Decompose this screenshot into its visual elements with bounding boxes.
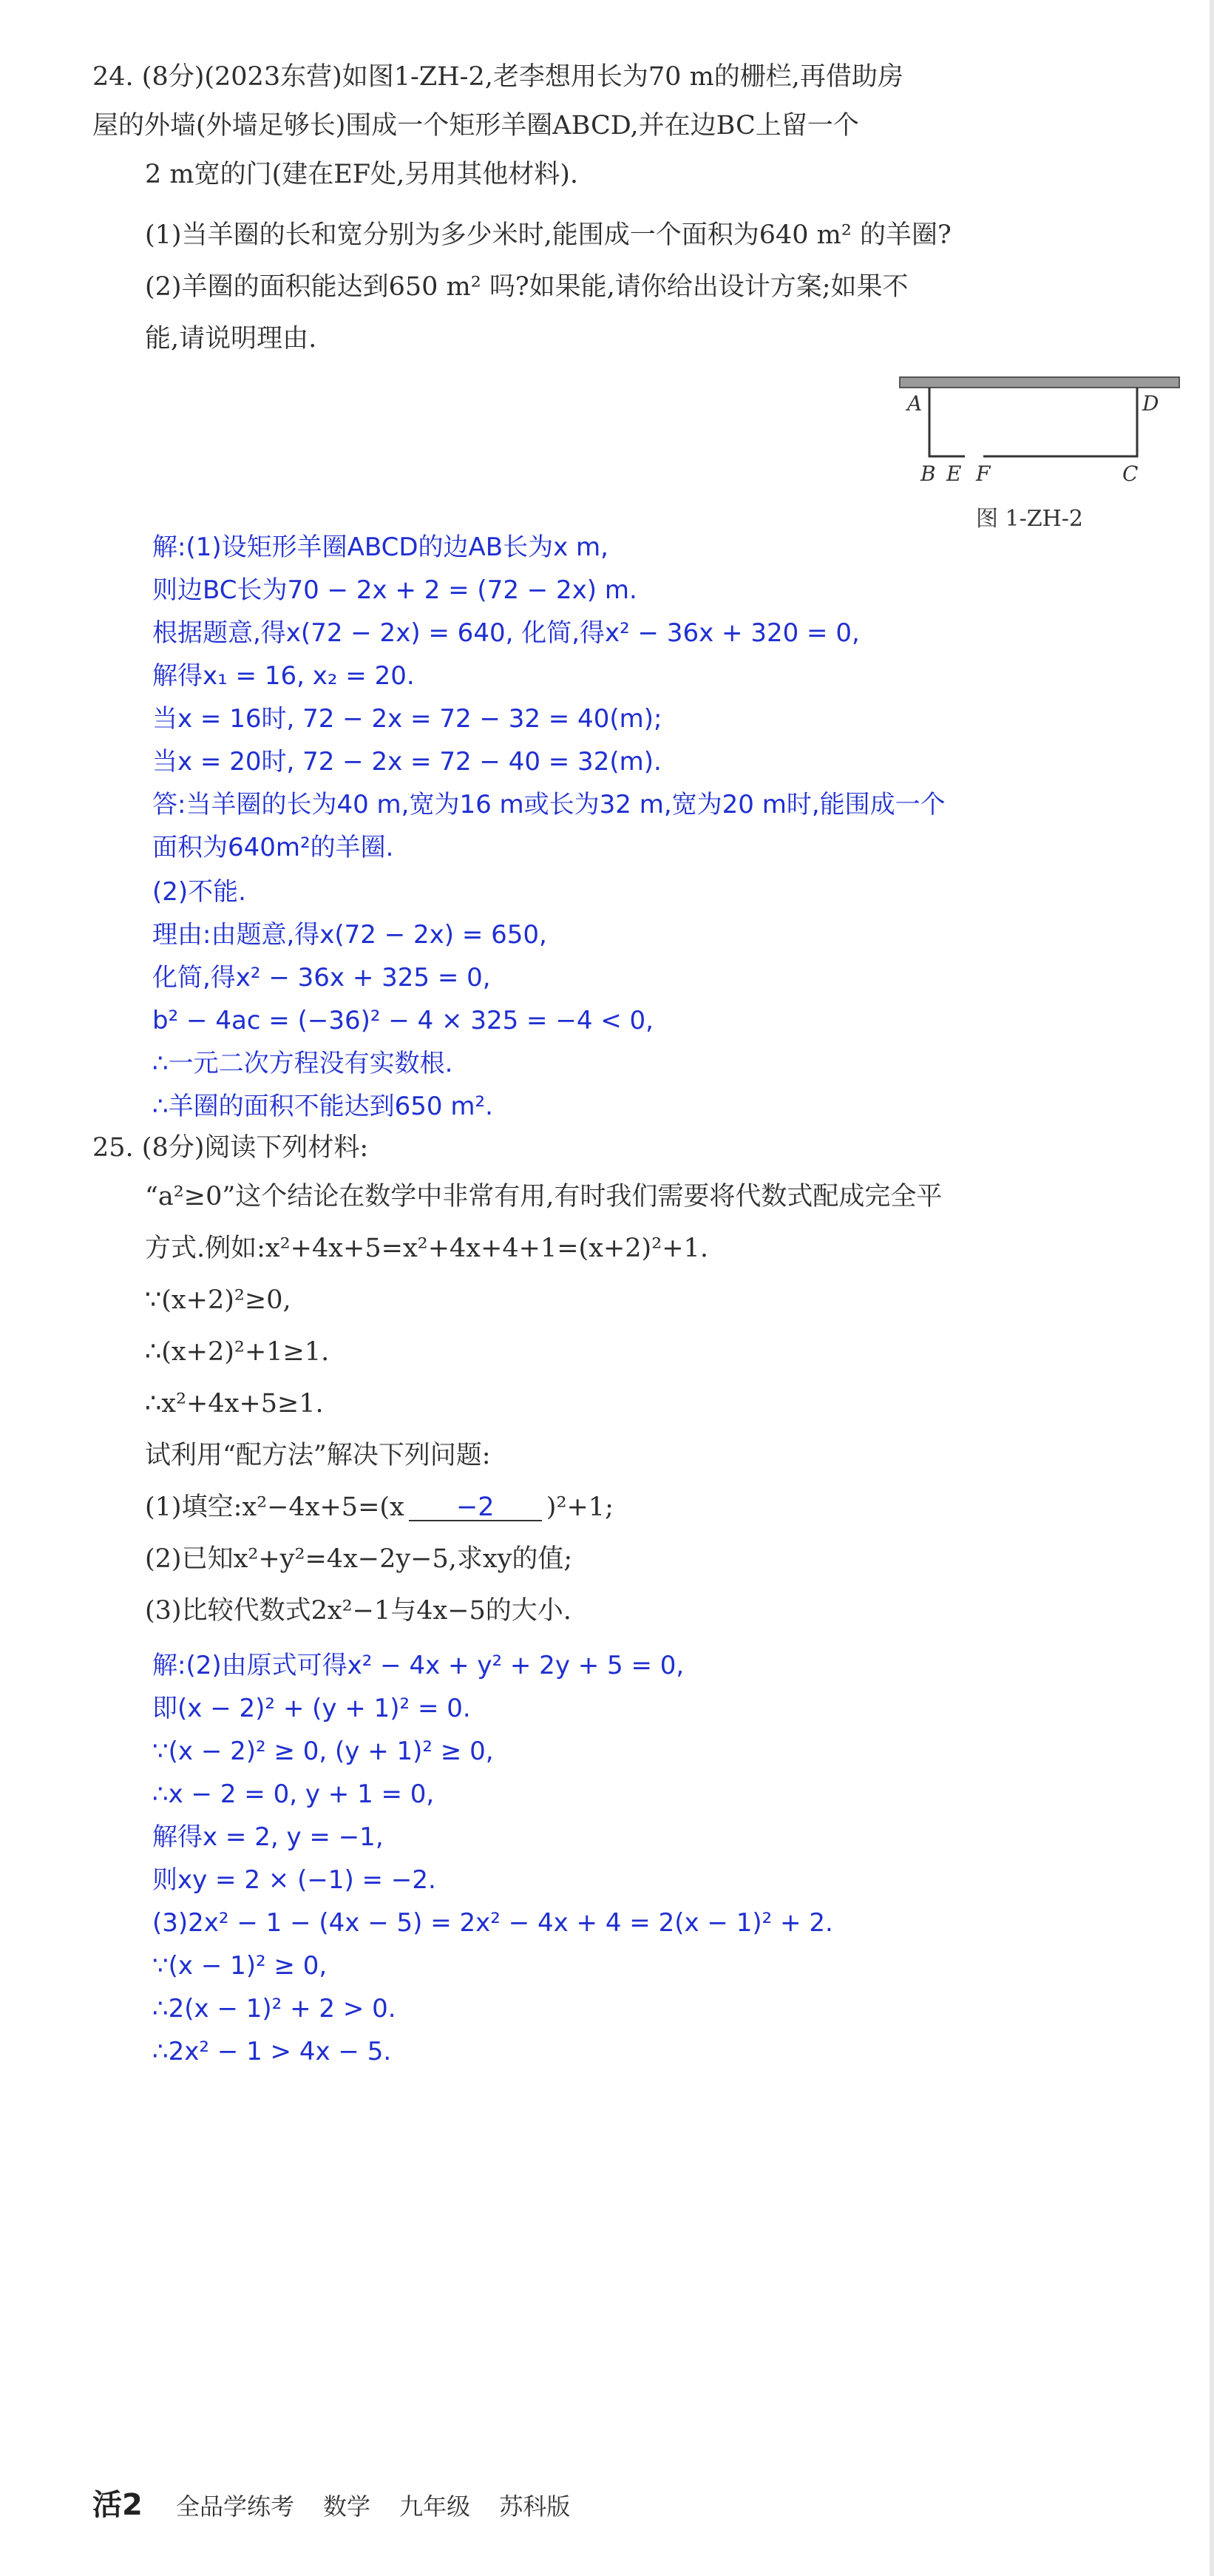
a24-line-4: 解得x₁ = 16, x₂ = 20. <box>152 661 415 691</box>
label-D: D <box>1142 391 1159 416</box>
footer-brand: 活2 <box>92 2488 143 2522</box>
a24-line-5: 当x = 16时, 72 − 2x = 72 − 32 = 40(m); <box>152 704 662 734</box>
a24-line-3: 根据题意,得x(72 − 2x) = 640, 化简,得x² − 36x + 320 = 0, <box>152 618 860 648</box>
figure-sheep-pen <box>891 373 1187 499</box>
q25-line-1: 25. (8分)阅读下列材料: <box>92 1133 369 1163</box>
a25-line-1: 解:(2)由原式可得x² − 4x + y² + 2y + 5 = 0, <box>152 1651 685 1680</box>
a24-line-1: 解:(1)设矩形羊圈ABCD的边AB长为x m, <box>152 533 608 562</box>
label-E: E <box>946 462 962 486</box>
q24-part-2-cont: 能,请说明理由. <box>145 324 317 354</box>
a25-line-3: ∵(x − 2)² ≥ 0, (y + 1)² ≥ 0, <box>152 1737 494 1766</box>
q25-part-3: (3)比较代数式2x²−1与4x−5的大小. <box>145 1596 572 1626</box>
q24-line-2: 屋的外墙(外墙足够长)围成一个矩形羊圈ABCD,并在边BC上留一个 <box>92 111 859 141</box>
q25-line-6: ∴x²+4x+5≥1. <box>145 1389 324 1419</box>
figure-caption: 图 1-ZH-2 <box>976 506 1083 532</box>
a24-line-9: (2)不能. <box>152 877 246 907</box>
a24-line-14: ∴羊圈的面积不能达到650 m². <box>152 1092 493 1121</box>
fence-right <box>983 388 1137 456</box>
q25-line-7: 试利用“配方法”解决下列问题: <box>145 1441 491 1470</box>
a24-line-11: 化简,得x² − 36x + 325 = 0, <box>152 963 491 993</box>
page-edge <box>1210 0 1214 2576</box>
a25-line-9: ∴2(x − 1)² + 2 > 0. <box>152 1994 396 2024</box>
footer-subject: 数学 <box>323 2492 371 2521</box>
label-A: A <box>907 391 923 416</box>
q24-line-3: 2 m宽的门(建在EF处,另用其他材料). <box>145 160 578 189</box>
a24-line-12: b² − 4ac = (−36)² − 4 × 325 = −4 < 0, <box>152 1006 654 1035</box>
a24-line-13: ∴一元二次方程没有实数根. <box>152 1049 453 1078</box>
q25-line-3: 方式.例如:x²+4x+5=x²+4x+4+1=(x+2)²+1. <box>145 1234 708 1263</box>
q25-part-1 <box>145 1491 614 1524</box>
a25-line-8: ∵(x − 1)² ≥ 0, <box>152 1951 328 1981</box>
q25-part-1-suffix: )²+1; <box>546 1492 614 1522</box>
q25-part-2: (2)已知x²+y²=4x−2y−5,求xy的值; <box>145 1544 573 1574</box>
a25-line-7: (3)2x² − 1 − (4x − 5) = 2x² − 4x + 4 = 2(x − 1)² + 2. <box>152 1908 833 1938</box>
a24-line-2: 则边BC长为70 − 2x + 2 = (72 − 2x) m. <box>152 575 637 605</box>
q24-line-1: 24. (8分)(2023东营)如图1-ZH-2,老李想用长为70 m的栅栏,再借助房 <box>92 62 903 92</box>
page-footer <box>92 2481 595 2523</box>
footer-edition: 苏科版 <box>499 2492 571 2521</box>
q25-line-5: ∴(x+2)²+1≥1. <box>145 1337 330 1367</box>
a25-line-4: ∴x − 2 = 0, y + 1 = 0, <box>152 1779 435 1809</box>
a25-line-10: ∴2x² − 1 > 4x − 5. <box>152 2037 392 2066</box>
q25-part-1-prefix: (1)填空:x²−4x+5=(x <box>145 1492 404 1522</box>
a25-line-6: 则xy = 2 × (−1) = −2. <box>152 1865 436 1895</box>
q25-line-4: ∵(x+2)²≥0, <box>145 1285 291 1315</box>
footer-grade: 九年级 <box>399 2492 471 2521</box>
footer-series: 全品学练考 <box>175 2492 294 2521</box>
a24-line-7: 答:当羊圈的长为40 m,宽为16 m或长为32 m,宽为20 m时,能围成一个 <box>152 790 946 819</box>
label-C: C <box>1122 462 1139 486</box>
a25-line-5: 解得x = 2, y = −1, <box>152 1822 384 1852</box>
label-B: B <box>920 462 936 486</box>
q25-fill-blank: −2 <box>409 1495 542 1521</box>
q24-part-1: (1)当羊圈的长和宽分别为多少米时,能围成一个面积为640 m² 的羊圈? <box>145 220 952 250</box>
fence-left <box>929 388 965 456</box>
wall <box>900 377 1179 388</box>
a24-line-6: 当x = 20时, 72 − 2x = 72 − 40 = 32(m). <box>152 747 662 777</box>
a25-line-2: 即(x − 2)² + (y + 1)² = 0. <box>152 1694 471 1723</box>
a24-line-8: 面积为640m²的羊圈. <box>152 833 394 862</box>
a24-line-10: 理由:由题意,得x(72 − 2x) = 650, <box>152 920 547 950</box>
q25-line-2: “a²≥0”这个结论在数学中非常有用,有时我们需要将代数式配成完全平 <box>145 1182 943 1211</box>
q24-part-2: (2)羊圈的面积能达到650 m² 吗?如果能,请你给出设计方案;如果不 <box>145 272 909 302</box>
label-F: F <box>976 462 991 486</box>
